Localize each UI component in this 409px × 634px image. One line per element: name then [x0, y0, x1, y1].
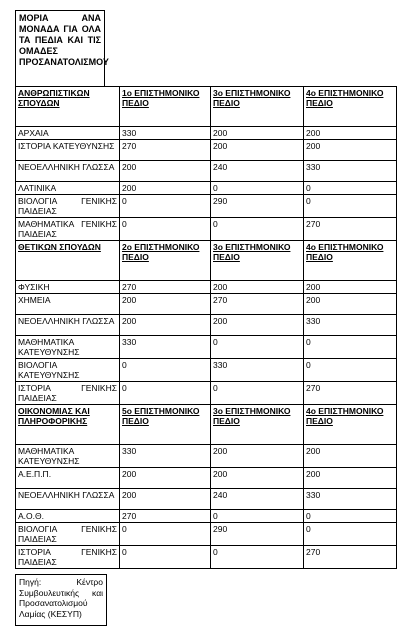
points-cell: 0: [304, 336, 397, 359]
subject-cell: ΙΣΤΟΡΙΑ ΓΕΝΙΚΗΣ ΠΑΙΔΕΙΑΣ: [16, 382, 120, 405]
points-cell: 330: [120, 336, 211, 359]
points-cell: 0: [211, 336, 304, 359]
points-cell: 0: [304, 523, 397, 546]
table-row: [16, 523, 397, 546]
points-cell: 330: [304, 315, 397, 336]
field-header: 4ο ΕΠΙΣΤΗΜΟΝΙΚΟ ΠΕΔΙΟ: [304, 405, 397, 445]
subject-cell: ΙΣΤΟΡΙΑ ΓΕΝΙΚΗΣ ΠΑΙΔΕΙΑΣ: [16, 546, 120, 569]
table-row: [16, 489, 397, 510]
field-header: 3ο ΕΠΙΣΤΗΜΟΝΙΚΟ ΠΕΔΙΟ: [211, 87, 304, 127]
subject-cell: Α.Ο.Θ.: [16, 510, 120, 523]
subject-cell: ΝΕΟΕΛΛΗΝΙΚΗ ΓΛΩΣΣΑ: [16, 489, 120, 510]
field-header: 4ο ΕΠΙΣΤΗΜΟΝΙΚΟ ΠΕΔΙΟ: [304, 241, 397, 281]
points-cell: 200: [211, 315, 304, 336]
subject-cell: ΜΑΘΗΜΑΤΙΚΑ ΚΑΤΕΥΘΥΝΣΗΣ: [16, 336, 120, 359]
table-row: [16, 218, 397, 241]
points-cell: 240: [211, 489, 304, 510]
points-cell: 270: [120, 140, 211, 161]
table-row: [16, 546, 397, 569]
points-cell: 240: [211, 161, 304, 182]
points-cell: 270: [304, 218, 397, 241]
points-cell: 200: [211, 468, 304, 489]
points-cell: 200: [304, 127, 397, 140]
points-table: [15, 86, 397, 569]
points-cell: 0: [304, 359, 397, 382]
table-row: [16, 510, 397, 523]
section-header-row: [16, 87, 397, 127]
points-cell: 270: [120, 510, 211, 523]
table-title: ΜΟΡΙΑ ΑΝΑ ΜΟΝΑΔΑ ΓΙΑ ΟΛΑ ΤΑ ΠΕΔΙΑ ΚΑΙ ΤΙΣ ΟΜΑΔΕΣ ΠΡΟΣΑΝΑΤΟΛΙΣΜΟΥ: [15, 10, 105, 87]
points-cell: 200: [304, 445, 397, 468]
points-cell: 200: [304, 140, 397, 161]
points-cell: 0: [120, 359, 211, 382]
table-row: [16, 140, 397, 161]
points-cell: 330: [120, 445, 211, 468]
section-name: ΘΕΤΙΚΩΝ ΣΠΟΥΔΩΝ: [16, 241, 120, 281]
table-row: [16, 182, 397, 195]
points-cell: 270: [304, 546, 397, 569]
points-cell: 200: [211, 140, 304, 161]
points-cell: 0: [120, 523, 211, 546]
points-cell: 200: [120, 468, 211, 489]
points-cell: 200: [120, 182, 211, 195]
points-cell: 0: [120, 195, 211, 218]
points-cell: 330: [211, 359, 304, 382]
table-row: [16, 468, 397, 489]
points-cell: 270: [211, 294, 304, 315]
points-cell: 0: [304, 510, 397, 523]
subject-cell: Α.Ε.Π.Π.: [16, 468, 120, 489]
section-header-row: [16, 241, 397, 281]
field-header: 2ο ΕΠΙΣΤΗΜΟΝΙΚΟ ΠΕΔΙΟ: [120, 241, 211, 281]
points-cell: 200: [304, 281, 397, 294]
table-row: [16, 281, 397, 294]
field-header: 3ο ΕΠΙΣΤΗΜΟΝΙΚΟ ΠΕΔΙΟ: [211, 241, 304, 281]
table-row: [16, 161, 397, 182]
table-row: [16, 359, 397, 382]
field-header: 4ο ΕΠΙΣΤΗΜΟΝΙΚΟ ΠΕΔΙΟ: [304, 87, 397, 127]
points-cell: 0: [211, 510, 304, 523]
subject-cell: ΜΑΘΗΜΑΤΙΚΑ ΚΑΤΕΥΘΥΝΣΗΣ: [16, 445, 120, 468]
points-cell: 200: [120, 315, 211, 336]
points-cell: 330: [304, 161, 397, 182]
subject-cell: ΦΥΣΙΚΗ: [16, 281, 120, 294]
source-note: Πηγή: Κέντρο Συμβουλευτικής και Προσανατολισμού Λαμίας (ΚΕΣΥΠ): [15, 574, 107, 626]
section-header-row: [16, 405, 397, 445]
subject-cell: ΑΡΧΑΙΑ: [16, 127, 120, 140]
points-cell: 0: [211, 218, 304, 241]
subject-cell: ΝΕΟΕΛΛΗΝΙΚΗ ΓΛΩΣΣΑ: [16, 161, 120, 182]
points-cell: 200: [120, 489, 211, 510]
points-cell: 200: [211, 445, 304, 468]
points-cell: 330: [304, 489, 397, 510]
points-cell: 200: [211, 127, 304, 140]
table-row: [16, 336, 397, 359]
subject-cell: ΒΙΟΛΟΓΙΑ ΚΑΤΕΥΘΥΝΣΗΣ: [16, 359, 120, 382]
field-header: 1ο ΕΠΙΣΤΗΜΟΝΙΚΟ ΠΕΔΙΟ: [120, 87, 211, 127]
points-cell: 290: [211, 195, 304, 218]
points-cell: 0: [211, 182, 304, 195]
table-row: [16, 445, 397, 468]
subject-cell: ΒΙΟΛΟΓΙΑ ΓΕΝΙΚΗΣ ΠΑΙΔΕΙΑΣ: [16, 195, 120, 218]
points-cell: 0: [211, 546, 304, 569]
points-cell: 270: [304, 382, 397, 405]
subject-cell: ΒΙΟΛΟΓΙΑ ΓΕΝΙΚΗΣ ΠΑΙΔΕΙΑΣ: [16, 523, 120, 546]
points-cell: 200: [304, 468, 397, 489]
points-cell: 0: [304, 195, 397, 218]
table-row: [16, 315, 397, 336]
points-cell: 270: [120, 281, 211, 294]
table-row: [16, 127, 397, 140]
subject-cell: ΙΣΤΟΡΙΑ ΚΑΤΕΥΘΥΝΣΗΣ: [16, 140, 120, 161]
points-cell: 330: [120, 127, 211, 140]
subject-cell: ΛΑΤΙΝΙΚΑ: [16, 182, 120, 195]
table-row: [16, 382, 397, 405]
points-cell: 0: [120, 218, 211, 241]
points-cell: 200: [211, 281, 304, 294]
field-header: 5ο ΕΠΙΣΤΗΜΟΝΙΚΟ ΠΕΔΙΟ: [120, 405, 211, 445]
subject-cell: ΜΑΘΗΜΑΤΙΚΑ ΓΕΝΙΚΗΣ ΠΑΙΔΕΙΑΣ: [16, 218, 120, 241]
points-cell: 0: [304, 182, 397, 195]
subject-cell: ΝΕΟΕΛΛΗΝΙΚΗ ΓΛΩΣΣΑ: [16, 315, 120, 336]
points-cell: 200: [304, 294, 397, 315]
points-cell: 200: [120, 294, 211, 315]
section-name: ΟΙΚΟΝΟΜΙΑΣ ΚΑΙ ΠΛΗΡΟΦΟΡΙΚΗΣ: [16, 405, 120, 445]
field-header: 3ο ΕΠΙΣΤΗΜΟΝΙΚΟ ΠΕΔΙΟ: [211, 405, 304, 445]
points-cell: 0: [211, 382, 304, 405]
table-row: [16, 195, 397, 218]
points-cell: 0: [120, 546, 211, 569]
section-name: ΑΝΘΡΩΠΙΣΤΙΚΩΝ ΣΠΟΥΔΩΝ: [16, 87, 120, 127]
points-cell: 0: [120, 382, 211, 405]
points-cell: 200: [120, 161, 211, 182]
table-row: [16, 294, 397, 315]
points-cell: 290: [211, 523, 304, 546]
subject-cell: ΧΗΜΕΙΑ: [16, 294, 120, 315]
